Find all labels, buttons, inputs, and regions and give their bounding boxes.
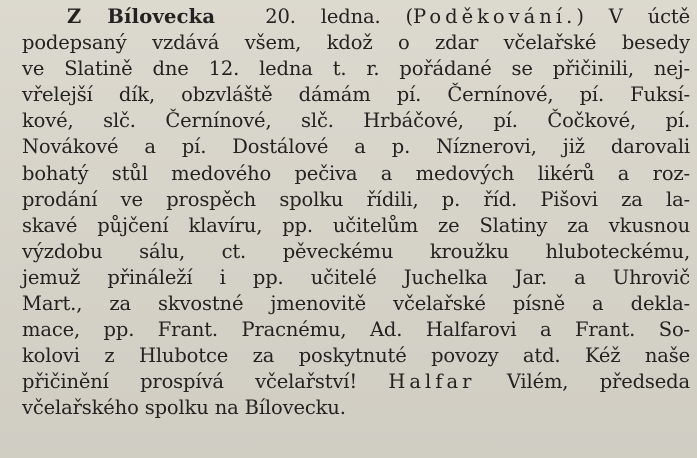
article-signature-line	[22, 369, 690, 395]
signer-role: Vilém, předseda	[506, 370, 690, 394]
article-lead-text: V úctě	[608, 5, 690, 28]
article-closing-line: včelařského spolku na Bílovecku.	[22, 396, 346, 420]
next-article-cut-off	[60, 448, 690, 458]
article-line: mace, pp. Frant. Pracnému, Ad. Halfarovi a Frant. So-	[22, 318, 690, 342]
article-line: kové, slč. Černínové, slč. Hrbáčové, pí. Čočkové, pí.	[22, 109, 690, 133]
article-line: prodání ve prospěch spolku řídili, p. říd. Pišovi za la-	[22, 187, 690, 211]
article-line: Mart., za skvostné jmenovitě včelařské písně a dekla-	[22, 292, 690, 316]
signature-line-text: přičinění prospívá včelařství!	[22, 370, 358, 394]
article-line: podepsaný vzdává všem, kdož o zdar včelařské besedy	[22, 31, 690, 55]
article-first-line	[22, 4, 690, 30]
article-line: výzdobu sálu, ct. pěveckému kroužku hlubotecké​mu,	[22, 239, 690, 263]
section-open-paren: (	[405, 5, 414, 28]
article-line: skavé půjčení klavíru, pp. učitelům ze Slatiny za vkusnou	[22, 213, 690, 237]
signer-surname: Halfar	[388, 370, 476, 394]
article-thanks	[22, 4, 690, 422]
article-line: kolovi z Hlubotce za poskytnuté povozy atd. Kéž naše	[22, 344, 690, 368]
article-date: 20. ledna.	[265, 5, 381, 28]
article-section-title: Poděkování.	[413, 5, 577, 28]
section-close-paren: )	[576, 5, 584, 28]
article-line: vřelejší dík, obzvláště dámám pí. Černínové, pí. Fuksí-	[22, 83, 690, 107]
article-line: bohatý stůl medového pečiva a medových likérů a roz-	[22, 161, 690, 185]
article-line: jemuž přináleží i pp. učitelé Juchelka Jar. a Uhrovič	[22, 265, 690, 289]
article-place-heading: Z Bílovecka	[67, 5, 216, 28]
article-line: Novákové a pí. Dostálové a p. Níznerovi, již darovali	[22, 135, 690, 159]
article-line: ve Slatině dne 12. ledna t. r. pořádané se přičinili, nej-	[22, 57, 690, 81]
